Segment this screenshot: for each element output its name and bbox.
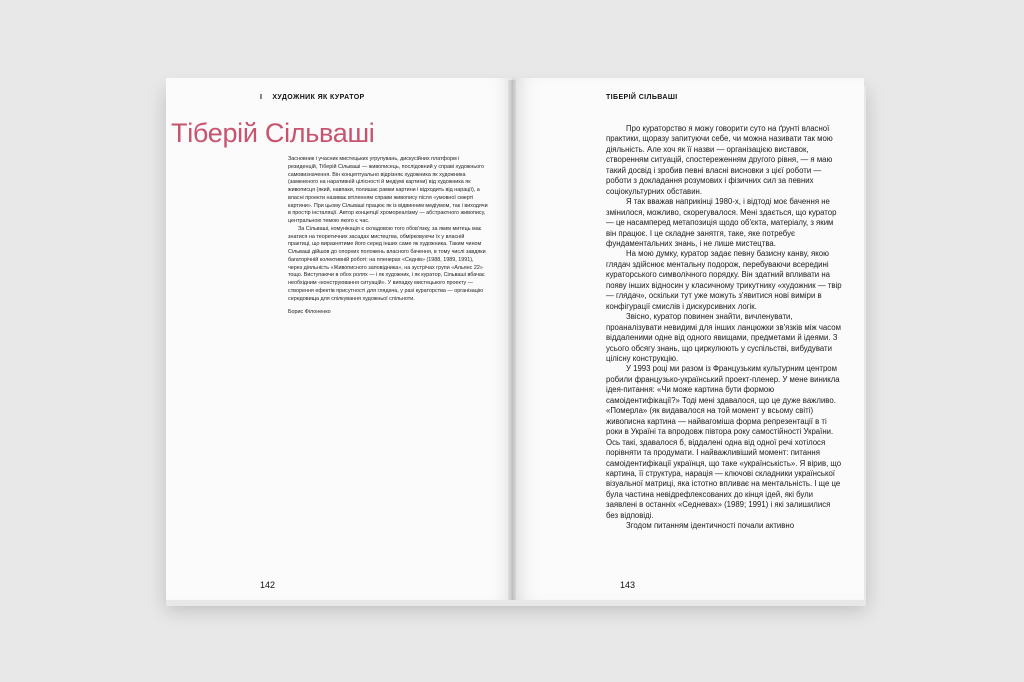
bio-author: Борис Філоненко bbox=[288, 309, 331, 316]
body-paragraph: Згодом питанням ідентичності почали активно bbox=[626, 521, 795, 531]
body-paragraph: Я так вважав наприкінці 1980-х, і відтоді моє бачення не змінилося, можливо, скорегувалося. Мені здається, що куратор — це насамперед метапозиція щодо об'єкта, матеріалу, з яким він працює. І це складне занятгя, таке, яке потребує фундаментальних знань, і не лише мистецтва. bbox=[606, 197, 837, 248]
bio-paragraph: Засновник і учасник мистецьких угрупувань, дискусійних платформ і резиденцій, Тіберій Сільваші — живописець, послідовний у справі художнього самовизначення. Він концептуально відрізняє художника як художника (замкненого на наративній цілісності й медіумі картини) від художника як живописця (який, навпаки, полишає рамки картини і відходить від нарації), а власні проекти називає втіленням справи живопису після «умовної смерті картини». При цьому Сільваші працює як із відвинним медіумом, так і виходячи в простір інсталяції. Автор концепції хромореалізму — абстрактного живопису, центральною темою якого є час. bbox=[288, 156, 488, 224]
artist-bio bbox=[288, 156, 488, 317]
body-paragraph: У 1993 році ми разом із Французьким культурним центром робили французько-український проект-пленер. У мене виникла ідея-питання: «Чи може картина бути формою самоідентифікації?» Тоді мені здавалося, що це дуже важливо. «Померла» (як видавалося на той момент у всьому світі) живописна картина — найвагоміша форма репрезентації в ті роки в Україні та впродовж півтора року самостійності України. Ось такі, здавалося б, віддалені одна від одної речі хотілося порівняти та продумати. І найважливіший момент: питання самоідентифікації українця, що таке «українськість». Я вірив, що картина, її структура, нарація — ключові складники української візуальної матриці, яка істотно впливає на ментальність. І ще це була частина невідрефлексованих до кінця ідей, які були заявлені в останніх «Седневах» (1989; 1991) і які залишилися без відповіді. bbox=[606, 364, 842, 520]
section-number: I bbox=[260, 94, 263, 101]
running-head-right: ТІБЕРІЙ СІЛЬВАШІ bbox=[606, 94, 678, 101]
running-head-title: ХУДОЖНИК ЯК КУРАТОР bbox=[272, 94, 365, 101]
page-number-right: 143 bbox=[620, 580, 636, 590]
left-page bbox=[166, 78, 512, 600]
right-page bbox=[512, 78, 864, 600]
chapter-title: Тіберій Сільваші bbox=[171, 118, 375, 148]
bio-paragraph: За Сільваші, комунікація є складовою того обов'язку, за яким митець має знатися на теоретичних засадах мистецтва, обмірковуючи їх у власній практиці, що виразнятиме його серед інших саме як художника. Таким чином Сільваші дійшов до опорних положень власного бачення, в тому числі завдяки багаторічній колективній роботі: на пленерах «Седнів» (1988, 1989, 1991), через діяльність «Живописного заповідника», на зустрічах групи «Альянс 22» тощо. Виступаючи в обох ролях — і як художник, і як куратор, Сільваші вбачає необхідним «конструювання ситуацій». У випадку мистецького проекту — створення ефектів присутності для глядача, у разі кураторства — організацію середовища для спілкування художньої спільноти. bbox=[288, 225, 486, 302]
page-number-left: 142 bbox=[260, 580, 276, 590]
body-paragraph: Про кураторство я можу говорити суто на ґрунті власної практики, щоразу запитуючи себе, чи можна називати так мою діяльність. Але хоч як її назви — організацією виставок, створенням ситуацій, спостереженням другого рівня, — я маю такий досвід і зробив певні власні висновки з цієї роботи — роботи з докладання розумових і фізичних сил за певних соціокультурних обставин. bbox=[606, 124, 833, 196]
book-gutter bbox=[508, 80, 516, 600]
body-paragraph: Звісно, куратор повинен знайти, вичленувати, проаналізувати невидимі для інших ланцюжки зв'язків між часом віддаленими одне від одного явищами, предметами й ідеями. З усього обсягу знань, що циркулюють у суспільстві, вибудувати цілісну конструкцію. bbox=[606, 312, 841, 363]
body-paragraph: На мою думку, куратор задає певну базисну канву, якою глядач здійснює ментальну подорож, перебуваючи всередині кураторського символічного порядку. Він здатний впливати на появу інших відносин у класичному трикутнику «художник — твір — глядач», оскільки тут уже можуть з'явитися нові виміри в конфігурації смислів і дискурсивних логік. bbox=[606, 249, 842, 311]
running-head-left bbox=[260, 94, 365, 101]
interview-text bbox=[606, 124, 844, 532]
